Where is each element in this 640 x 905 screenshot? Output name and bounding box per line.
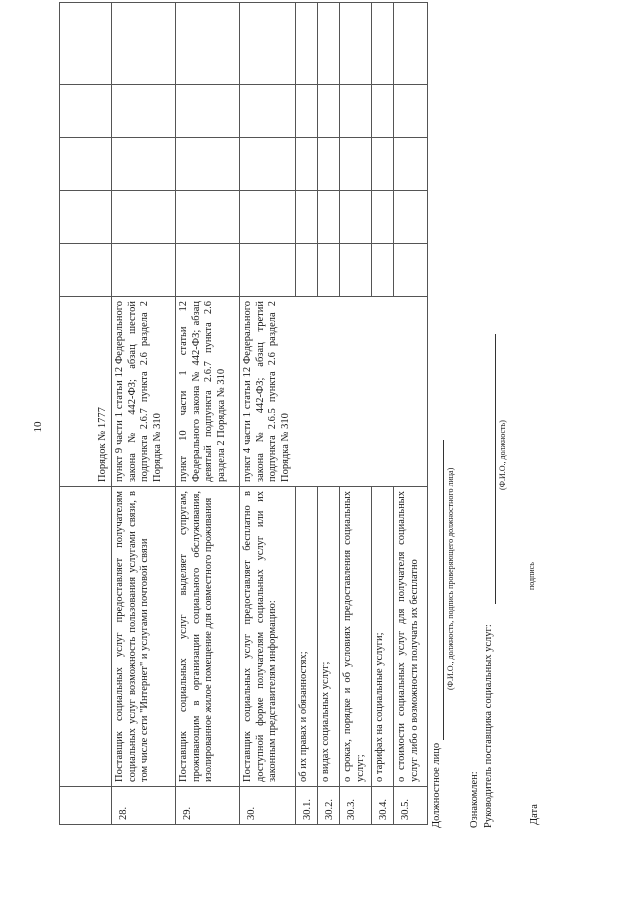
answer-cell [240,138,296,191]
signature-caption: подпись [527,562,536,590]
table-row [176,3,240,825]
answer-cell [340,191,372,244]
row-number: 30.2. [318,787,340,825]
head-label: Руководитель поставщика социальных услуг: [483,624,494,828]
answer-cell [372,244,394,297]
row-text: о сроках, порядке и об условиях предоставления социальных услуг; [340,487,372,787]
answer-cell [240,85,296,138]
answer-cell [240,191,296,244]
official-label: Должностное лицо [431,742,442,828]
table-row [240,3,296,825]
row-text: о тарифах на социальные услуги; [372,487,394,787]
row-text: Поставщик социальных услуг предоставляет бесплатно в доступной форме получателям социальных услуг или их законным представителям информацию: [240,487,296,787]
answer-cell [296,244,318,297]
answer-cell [296,85,318,138]
answer-cell [394,138,428,191]
row-text: об их правах и обязанностях; [296,487,318,787]
answer-cell [176,85,240,138]
answer-cell [112,191,176,244]
row-number: 30.1. [296,787,318,825]
answer-cell [340,138,372,191]
header-extra-cell [60,244,112,297]
answer-cell [372,85,394,138]
answer-cell [176,3,240,85]
answer-cell [394,85,428,138]
answer-cell [318,138,340,191]
row-text: о видах социальных услуг; [318,487,340,787]
answer-cell [372,3,394,85]
official-caption: (Ф.И.О., должность, подпись проверяющего должностного лица) [446,467,455,690]
answer-cell [318,191,340,244]
answer-cell [240,244,296,297]
answer-cell [394,191,428,244]
row-number: 30.5. [394,787,428,825]
answer-cell [176,244,240,297]
row-text: о стоимости социальных услуг для получателя социальных услуг либо о возможности получать их бесплатно [394,487,428,787]
row-number: 30.3. [340,787,372,825]
answer-cell [296,3,318,85]
header-num-cell [60,787,112,825]
head-caption: (Ф.И.О., должность) [498,420,507,490]
row-number: 30.4. [372,787,394,825]
answer-cell [318,3,340,85]
head-signature-line [495,334,496,604]
answer-cell [340,3,372,85]
header-extra-cell [60,3,112,85]
answer-cell [394,244,428,297]
table-row [112,3,176,825]
header-extra-cell [60,85,112,138]
answer-cell [112,244,176,297]
answer-cell [240,3,296,85]
row-number: 29. [176,787,240,825]
header-extra-cell [60,191,112,244]
row-text: Поставщик социальных услуг предоставляет получателям социальных услуг возможность пользования услугами связи, в том числе сети "Интернет" и услугами почтовой связи [112,487,176,787]
date-label: Дата [529,804,540,825]
header-text-cell [60,487,112,787]
row-basis: пункт 10 части 1 статьи 12 Федерального закона № 442-ФЗ; абзац девятый подпункта 2.6.7 пункта 2.6 раздела 2 Порядка № 310 [176,297,240,487]
answer-cell [112,3,176,85]
answer-cell [176,138,240,191]
answer-cell [318,244,340,297]
row-basis: пункт 9 части 1 статьи 12 Федерального закона № 442-ФЗ; абзац шестой подпункта 2.6.7 пункта 2.6 раздела 2 Порядка № 310 [112,297,176,487]
table-header-row [60,3,112,825]
rotated-document [55,0,585,890]
answer-cell [318,85,340,138]
answer-cell [296,191,318,244]
answer-cell [340,244,372,297]
official-signature-line [443,440,444,740]
header-extra-cell [60,138,112,191]
answer-cell [394,3,428,85]
answer-cell [372,138,394,191]
row-text: Поставщик социальных услуг выделяет супругам, проживающим в организации социального обслуживания, изолированное жилое помещение для совместного проживания [176,487,240,787]
answer-cell [372,191,394,244]
answer-cell [296,138,318,191]
header-basis-cell: Порядок № 1777 [60,297,112,487]
answer-cell [340,85,372,138]
acquainted-label: Ознакомлен: [469,771,480,828]
answer-cell [112,85,176,138]
answer-cell [112,138,176,191]
page-number: 10 [32,421,44,433]
row-basis: пункт 4 части 1 статьи 12 Федерального закона № 442-ФЗ; абзац третий подпункта 2.6.5 пункта 2.6 раздела 2 Порядка № 310 [240,297,428,487]
checklist-table [59,2,428,825]
answer-cell [176,191,240,244]
row-number: 30. [240,787,296,825]
row-number: 28. [112,787,176,825]
